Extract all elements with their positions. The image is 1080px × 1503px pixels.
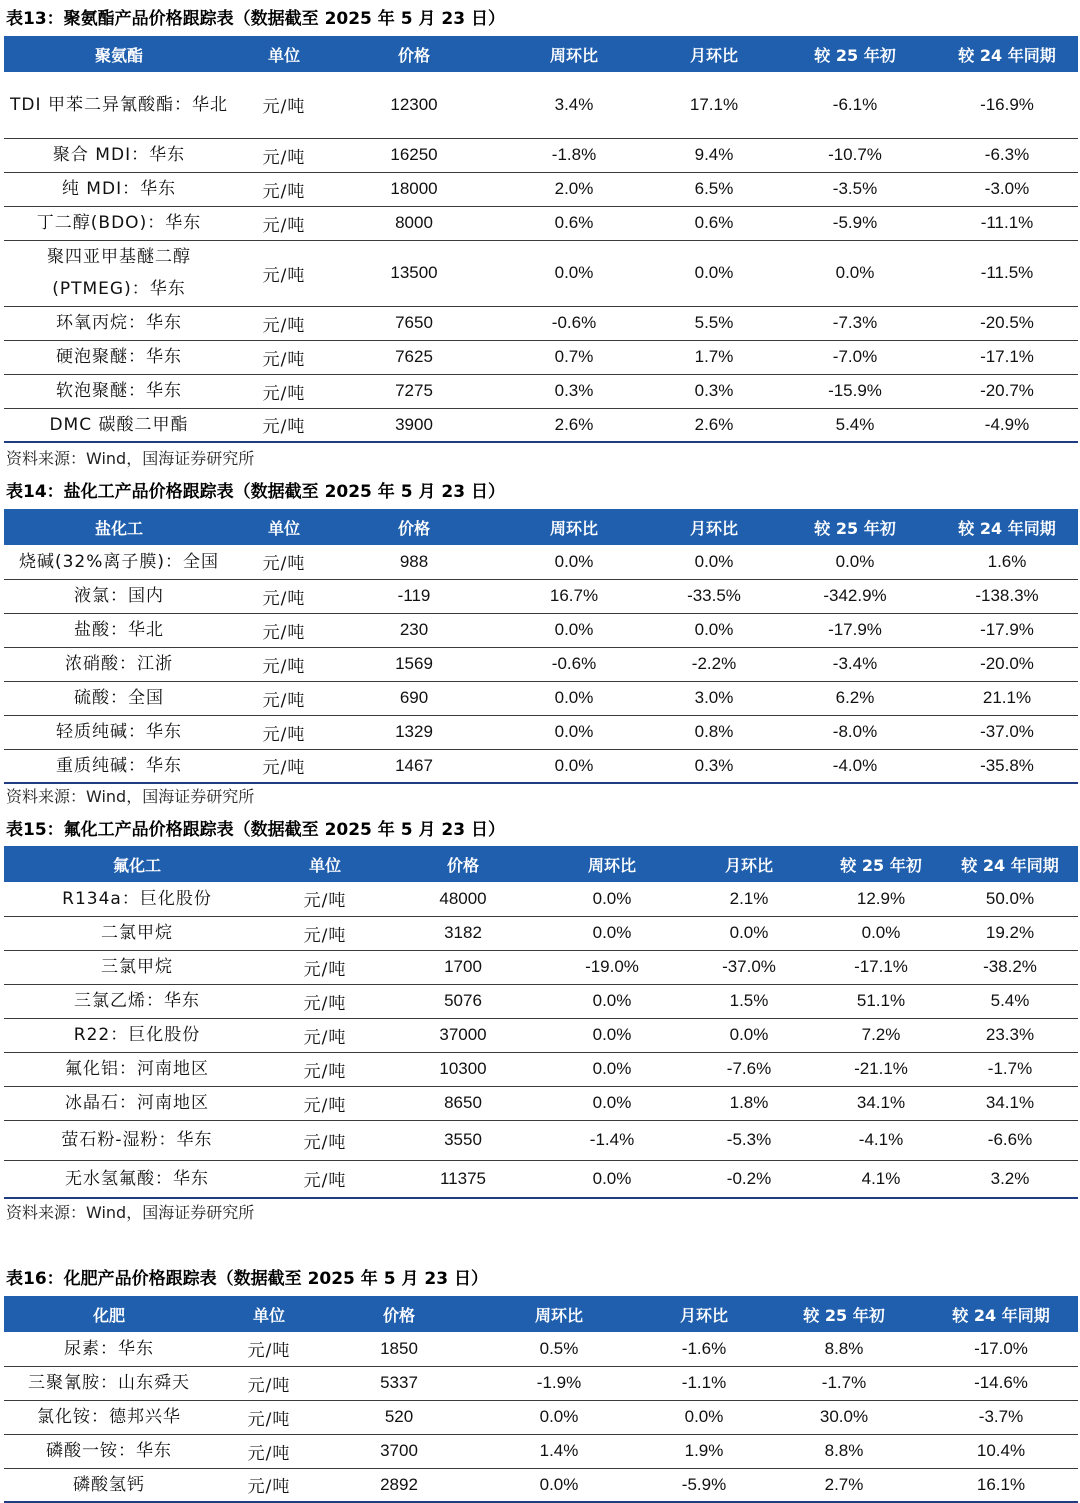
cell-yoy-change: 1.6% [987, 551, 1027, 571]
cell-month-change: 0.0% [694, 620, 734, 639]
cell-price: 7650 [395, 313, 433, 332]
cell-price: 3182 [444, 923, 482, 942]
cell-product-name: 盐酸：华北 [74, 620, 164, 640]
cell-month-change: 0.0% [729, 923, 769, 942]
table-row [4, 1018, 1078, 1052]
header-yoy-change: 较 24 年同期 [958, 518, 1056, 538]
cell-product-name: 氯化铵：德邦兴华 [37, 1407, 181, 1427]
header-unit: 单位 [308, 855, 341, 875]
cell-price: 520 [384, 1407, 414, 1426]
cell-ytd-change: 2.7% [824, 1474, 864, 1494]
cell-ytd-change: -8.0% [832, 722, 878, 741]
cell-week-change: 0.0% [592, 991, 632, 1010]
cell-month-change: 2.6% [694, 414, 734, 434]
cell-week-change: 2.6% [554, 414, 594, 434]
cell-unit: 元/吨 [247, 1443, 291, 1464]
table15-source: 资料来源：Wind，国海证券研究所 [6, 1203, 255, 1222]
cell-yoy-change: 34.1% [985, 1093, 1035, 1112]
cell-yoy-change: -20.5% [980, 313, 1034, 332]
cell-ytd-change: 12.9% [856, 888, 906, 908]
table-row [4, 715, 1078, 749]
cell-product-name: 环氧丙烷：华东 [56, 313, 182, 333]
header-product-name: 化肥 [92, 1305, 125, 1325]
cell-price: 2892 [380, 1474, 418, 1494]
cell-price: 7625 [395, 347, 433, 366]
cell-week-change: 0.0% [554, 551, 594, 571]
cell-unit: 元/吨 [262, 265, 306, 286]
header-unit: 单位 [252, 1305, 285, 1325]
cell-ytd-change: -7.3% [832, 313, 878, 332]
cell-product-name: 软泡聚醚：华东 [56, 381, 182, 401]
cell-price: 1850 [380, 1338, 418, 1358]
cell-yoy-change: -14.6% [974, 1373, 1028, 1392]
cell-product-name: 纯 MDI：华东 [61, 179, 177, 199]
cell-week-change: -1.8% [551, 145, 597, 164]
cell-yoy-change: -3.7% [978, 1407, 1024, 1426]
cell-month-change: -0.2% [726, 1168, 772, 1188]
cell-week-change: 0.0% [539, 1407, 579, 1426]
cell-yoy-change: -35.8% [980, 755, 1034, 775]
cell-week-change: 0.0% [592, 1093, 632, 1112]
cell-month-change: 0.3% [694, 381, 734, 400]
cell-unit: 元/吨 [262, 417, 306, 438]
cell-ytd-change: -3.4% [832, 654, 878, 673]
table-row [4, 374, 1078, 408]
header-week-change: 周环比 [549, 45, 598, 65]
cell-unit: 元/吨 [303, 993, 347, 1014]
table-row [4, 1400, 1078, 1434]
cell-price: 7275 [395, 381, 433, 400]
cell-week-change: 0.0% [554, 755, 594, 775]
header-price: 价格 [446, 855, 479, 875]
cell-product-name: 浓硝酸：江浙 [65, 654, 173, 674]
cell-unit: 元/吨 [247, 1341, 291, 1362]
cell-price: 690 [399, 688, 429, 707]
cell-price: 1467 [395, 755, 433, 775]
cell-month-change: -1.1% [681, 1373, 727, 1392]
cell-product-name: 磷酸一铵：华东 [46, 1441, 172, 1461]
table13-title: 表13：聚氨酯产品价格跟踪表（数据截至 2025 年 5 月 23 日） [6, 9, 505, 29]
cell-product-name: 烧碱(32%离子膜)：全国 [18, 551, 220, 572]
cell-ytd-change: 8.8% [824, 1338, 864, 1358]
cell-unit: 元/吨 [262, 588, 306, 609]
cell-month-change: 1.7% [694, 347, 734, 366]
cell-ytd-change: -6.1% [832, 94, 878, 114]
cell-week-change: 0.6% [554, 213, 594, 232]
cell-yoy-change: -6.3% [984, 145, 1030, 164]
cell-product-name: 尿素：华东 [64, 1338, 154, 1359]
cell-price: 8000 [395, 213, 433, 232]
cell-month-change: -7.6% [726, 1059, 772, 1078]
table-row [4, 340, 1078, 374]
cell-unit: 元/吨 [262, 315, 306, 336]
cell-month-change: 3.0% [694, 688, 734, 707]
table-row [4, 950, 1078, 984]
cell-week-change: 0.0% [592, 923, 632, 942]
cell-month-change: 1.9% [684, 1441, 724, 1460]
cell-product-name: 二氯甲烷 [101, 923, 173, 943]
cell-week-change: 0.0% [539, 1474, 579, 1494]
cell-price: 3550 [444, 1130, 482, 1149]
table-header-row [4, 846, 1078, 882]
cell-yoy-change: 19.2% [985, 923, 1035, 942]
cell-yoy-change: -37.0% [980, 722, 1034, 741]
table14-salt-chemicals [4, 509, 1078, 784]
table14-title: 表14：盐化工产品价格跟踪表（数据截至 2025 年 5 月 23 日） [6, 482, 505, 502]
cell-price: -119 [397, 586, 431, 605]
header-week-change: 周环比 [534, 1305, 583, 1325]
cell-month-change: -1.6% [681, 1338, 727, 1358]
cell-yoy-change: -17.1% [980, 347, 1034, 366]
cell-week-change: 1.4% [539, 1441, 579, 1460]
table-row [4, 1052, 1078, 1086]
cell-ytd-change: -15.9% [828, 381, 882, 400]
cell-product-name: 液氯：国内 [74, 586, 164, 606]
cell-price: 1700 [444, 957, 482, 976]
header-ytd-change: 较 25 年初 [814, 518, 896, 538]
table-row [4, 1366, 1078, 1400]
table-row [4, 882, 1078, 916]
table-header-row [4, 1296, 1078, 1332]
cell-ytd-change: -17.9% [828, 620, 882, 639]
cell-unit: 元/吨 [303, 1027, 347, 1048]
table-row [4, 306, 1078, 340]
cell-unit: 元/吨 [262, 690, 306, 711]
table-row [4, 408, 1078, 442]
cell-yoy-change: 21.1% [982, 688, 1032, 707]
header-week-change: 周环比 [549, 518, 598, 538]
cell-ytd-change: -4.1% [858, 1130, 904, 1149]
header-month-change: 月环比 [689, 518, 738, 538]
cell-week-change: 0.0% [554, 722, 594, 741]
cell-unit: 元/吨 [262, 97, 306, 118]
cell-product-name: TDI 甲苯二异氰酸酯：华北 [10, 94, 228, 115]
cell-unit: 元/吨 [303, 1171, 347, 1192]
header-price: 价格 [397, 518, 430, 538]
table-row [4, 647, 1078, 681]
cell-unit: 元/吨 [262, 656, 306, 677]
cell-unit: 元/吨 [303, 891, 347, 912]
cell-product-name: 重质纯碱：华东 [56, 755, 182, 776]
cell-ytd-change: 51.1% [856, 991, 906, 1010]
header-month-change: 月环比 [724, 855, 773, 875]
cell-ytd-change: 0.0% [835, 551, 875, 571]
cell-yoy-change: -11.1% [980, 213, 1034, 232]
cell-ytd-change: -17.1% [854, 957, 908, 976]
cell-month-change: -33.5% [687, 586, 741, 605]
cell-price: 3900 [395, 414, 433, 434]
cell-price: 12300 [390, 94, 438, 114]
cell-ytd-change: 34.1% [856, 1093, 906, 1112]
cell-week-change: -1.4% [589, 1130, 635, 1149]
cell-week-change: 0.0% [592, 1025, 632, 1044]
cell-product-name: DMC 碳酸二甲酯 [49, 414, 189, 435]
cell-yoy-change: -20.7% [980, 381, 1034, 400]
header-week-change: 周环比 [587, 855, 636, 875]
cell-yoy-change: -4.9% [984, 414, 1030, 434]
cell-price: 988 [399, 551, 429, 571]
cell-yoy-change: -6.6% [987, 1130, 1033, 1149]
cell-yoy-change: -3.0% [984, 179, 1030, 198]
table-header-row [4, 36, 1078, 72]
cell-unit: 元/吨 [303, 1061, 347, 1082]
table-row [4, 1160, 1078, 1198]
table15-title: 表15：氟化工产品价格跟踪表（数据截至 2025 年 5 月 23 日） [6, 820, 505, 840]
cell-yoy-change: -16.9% [980, 94, 1034, 114]
table15-fluorine-chemicals [4, 846, 1078, 1199]
cell-ytd-change: -7.0% [832, 347, 878, 366]
cell-unit: 元/吨 [262, 181, 306, 202]
cell-ytd-change: -10.7% [828, 145, 882, 164]
cell-week-change: 0.0% [554, 620, 594, 639]
table16-fertilizer [4, 1296, 1078, 1503]
table16-title: 表16：化肥产品价格跟踪表（数据截至 2025 年 5 月 23 日） [6, 1269, 488, 1289]
cell-unit: 元/吨 [247, 1375, 291, 1396]
table-row [4, 72, 1078, 138]
cell-month-change: 0.0% [684, 1407, 724, 1426]
cell-product-name: R22：巨化股份 [73, 1025, 201, 1045]
cell-week-change: -19.0% [585, 957, 639, 976]
cell-month-change: 2.1% [729, 888, 769, 908]
cell-yoy-change: -17.0% [974, 1338, 1028, 1358]
cell-yoy-change: 10.4% [976, 1441, 1026, 1460]
table-row [4, 681, 1078, 715]
cell-week-change: 0.7% [554, 347, 594, 366]
cell-product-name: 无水氢氟酸：华东 [65, 1168, 209, 1189]
cell-unit: 元/吨 [247, 1409, 291, 1430]
cell-month-change: 9.4% [694, 145, 734, 164]
table-row [4, 984, 1078, 1018]
table14-source: 资料来源：Wind，国海证券研究所 [6, 787, 255, 806]
header-price: 价格 [397, 45, 430, 65]
header-unit: 单位 [267, 518, 300, 538]
cell-product-name: 聚四亚甲基醚二醇(PTMEG)：华东 [47, 247, 191, 299]
cell-yoy-change: 50.0% [985, 888, 1035, 908]
cell-week-change: 2.0% [554, 179, 594, 198]
table-row [4, 579, 1078, 613]
cell-month-change: -5.9% [681, 1474, 727, 1494]
cell-unit: 元/吨 [262, 758, 306, 779]
cell-ytd-change: -5.9% [832, 213, 878, 232]
table-row [4, 138, 1078, 172]
cell-price: 1329 [395, 722, 433, 741]
header-product-name: 聚氨酯 [94, 45, 143, 65]
cell-ytd-change: -4.0% [832, 755, 878, 775]
table-row [4, 206, 1078, 240]
cell-price: 16250 [390, 145, 438, 164]
cell-price: 8650 [444, 1093, 482, 1112]
cell-ytd-change: -342.9% [823, 586, 887, 605]
cell-unit: 元/吨 [262, 215, 306, 236]
cell-price: 5337 [380, 1373, 418, 1392]
cell-month-change: 0.0% [694, 263, 734, 282]
cell-product-name: 氟化铝：河南地区 [65, 1059, 209, 1079]
table-row [4, 1332, 1078, 1366]
cell-product-name: 三氯乙烯：华东 [74, 991, 200, 1011]
cell-unit: 元/吨 [303, 1095, 347, 1116]
cell-product-name: 丁二醇(BDO)：华东 [36, 213, 202, 233]
cell-product-name: 萤石粉-湿粉：华东 [61, 1130, 213, 1150]
cell-week-change: -0.6% [551, 313, 597, 332]
cell-price: 230 [399, 620, 429, 639]
cell-month-change: -37.0% [722, 957, 776, 976]
cell-yoy-change: -17.9% [980, 620, 1034, 639]
cell-product-name: 轻质纯碱：华东 [56, 722, 182, 742]
header-product-name: 氟化工 [112, 855, 161, 875]
cell-yoy-change: 23.3% [985, 1025, 1035, 1044]
cell-unit: 元/吨 [247, 1477, 291, 1498]
header-yoy-change: 较 24 年同期 [958, 45, 1056, 65]
table-row [4, 749, 1078, 783]
header-product-name: 盐化工 [94, 518, 143, 538]
table-row [4, 1086, 1078, 1120]
cell-yoy-change: -1.7% [987, 1059, 1033, 1078]
cell-month-change: 0.0% [694, 551, 734, 571]
cell-yoy-change: 5.4% [990, 991, 1030, 1010]
cell-month-change: 5.5% [694, 313, 734, 332]
cell-month-change: 0.6% [694, 213, 734, 232]
table-row [4, 545, 1078, 579]
cell-ytd-change: 30.0% [819, 1407, 869, 1426]
cell-product-name: 硫酸：全国 [74, 688, 164, 708]
cell-product-name: 三聚氰胺：山东舜天 [28, 1373, 190, 1393]
header-ytd-change: 较 25 年初 [803, 1305, 885, 1325]
cell-price: 48000 [439, 888, 487, 908]
cell-unit: 元/吨 [262, 147, 306, 168]
cell-month-change: 1.8% [729, 1093, 769, 1112]
cell-product-name: 磷酸氢钙 [73, 1474, 145, 1495]
table13-source: 资料来源：Wind，国海证券研究所 [6, 449, 255, 468]
cell-month-change: 0.3% [694, 755, 734, 775]
cell-price: 18000 [390, 179, 438, 198]
cell-price: 13500 [390, 263, 438, 282]
cell-unit: 元/吨 [303, 959, 347, 980]
cell-week-change: 0.0% [554, 263, 594, 282]
cell-unit: 元/吨 [262, 724, 306, 745]
cell-product-name: 冰晶石：河南地区 [65, 1093, 209, 1113]
table-row [4, 240, 1078, 306]
cell-ytd-change: 6.2% [835, 688, 875, 707]
cell-week-change: 3.4% [554, 94, 594, 114]
cell-yoy-change: -11.5% [980, 263, 1034, 282]
cell-yoy-change: 16.1% [976, 1474, 1026, 1494]
cell-month-change: -2.2% [691, 654, 737, 673]
cell-week-change: 0.3% [554, 381, 594, 400]
cell-ytd-change: -1.7% [821, 1373, 867, 1392]
cell-price: 37000 [439, 1025, 487, 1044]
cell-price: 5076 [444, 991, 482, 1010]
cell-price: 3700 [380, 1441, 418, 1460]
cell-ytd-change: 4.1% [861, 1168, 901, 1188]
cell-week-change: -0.6% [551, 654, 597, 673]
table-row [4, 916, 1078, 950]
table-row [4, 613, 1078, 647]
cell-month-change: -5.3% [726, 1130, 772, 1149]
header-yoy-change: 较 24 年同期 [952, 1305, 1050, 1325]
cell-unit: 元/吨 [262, 622, 306, 643]
table13-polyurethane [4, 36, 1078, 443]
table-row [4, 172, 1078, 206]
cell-product-name: 硬泡聚醚：华东 [56, 347, 182, 367]
cell-ytd-change: 7.2% [861, 1025, 901, 1044]
cell-ytd-change: 5.4% [835, 414, 875, 434]
cell-yoy-change: -38.2% [983, 957, 1037, 976]
cell-price: 1569 [395, 654, 433, 673]
cell-unit: 元/吨 [303, 1132, 347, 1153]
cell-yoy-change: -138.3% [975, 586, 1039, 605]
cell-price: 11375 [439, 1168, 486, 1188]
cell-yoy-change: -20.0% [980, 654, 1034, 673]
cell-month-change: 0.8% [694, 722, 734, 741]
table-row [4, 1468, 1078, 1502]
table-header-row [4, 509, 1078, 545]
cell-ytd-change: -21.1% [854, 1059, 908, 1078]
table-row [4, 1434, 1078, 1468]
cell-product-name: 聚合 MDI：华东 [52, 145, 186, 165]
cell-month-change: 0.0% [729, 1025, 769, 1044]
table-row [4, 1120, 1078, 1160]
cell-ytd-change: 0.0% [835, 263, 875, 282]
header-ytd-change: 较 25 年初 [840, 855, 922, 875]
cell-week-change: 0.5% [539, 1338, 579, 1358]
cell-month-change: 6.5% [694, 179, 734, 198]
cell-week-change: 0.0% [554, 688, 594, 707]
cell-week-change: 0.0% [592, 1059, 632, 1078]
cell-price: 10300 [439, 1059, 487, 1078]
header-unit: 单位 [267, 45, 300, 65]
header-month-change: 月环比 [679, 1305, 728, 1325]
header-month-change: 月环比 [689, 45, 738, 65]
header-yoy-change: 较 24 年同期 [961, 855, 1059, 875]
cell-unit: 元/吨 [262, 349, 306, 370]
header-ytd-change: 较 25 年初 [814, 45, 896, 65]
cell-yoy-change: 3.2% [990, 1168, 1030, 1188]
cell-unit: 元/吨 [262, 554, 306, 575]
cell-week-change: -1.9% [536, 1373, 582, 1392]
cell-ytd-change: -3.5% [832, 179, 878, 198]
cell-product-name: 三氯甲烷 [101, 957, 173, 977]
cell-ytd-change: 0.0% [861, 923, 901, 942]
cell-unit: 元/吨 [303, 925, 347, 946]
cell-week-change: 16.7% [549, 586, 599, 605]
cell-product-name: R134a：巨化股份 [62, 888, 212, 909]
cell-ytd-change: 8.8% [824, 1441, 864, 1460]
cell-unit: 元/吨 [262, 383, 306, 404]
cell-week-change: 0.0% [592, 888, 632, 908]
cell-month-change: 17.1% [689, 94, 739, 114]
header-price: 价格 [382, 1305, 415, 1325]
cell-week-change: 0.0% [592, 1168, 632, 1188]
cell-month-change: 1.5% [729, 991, 769, 1010]
